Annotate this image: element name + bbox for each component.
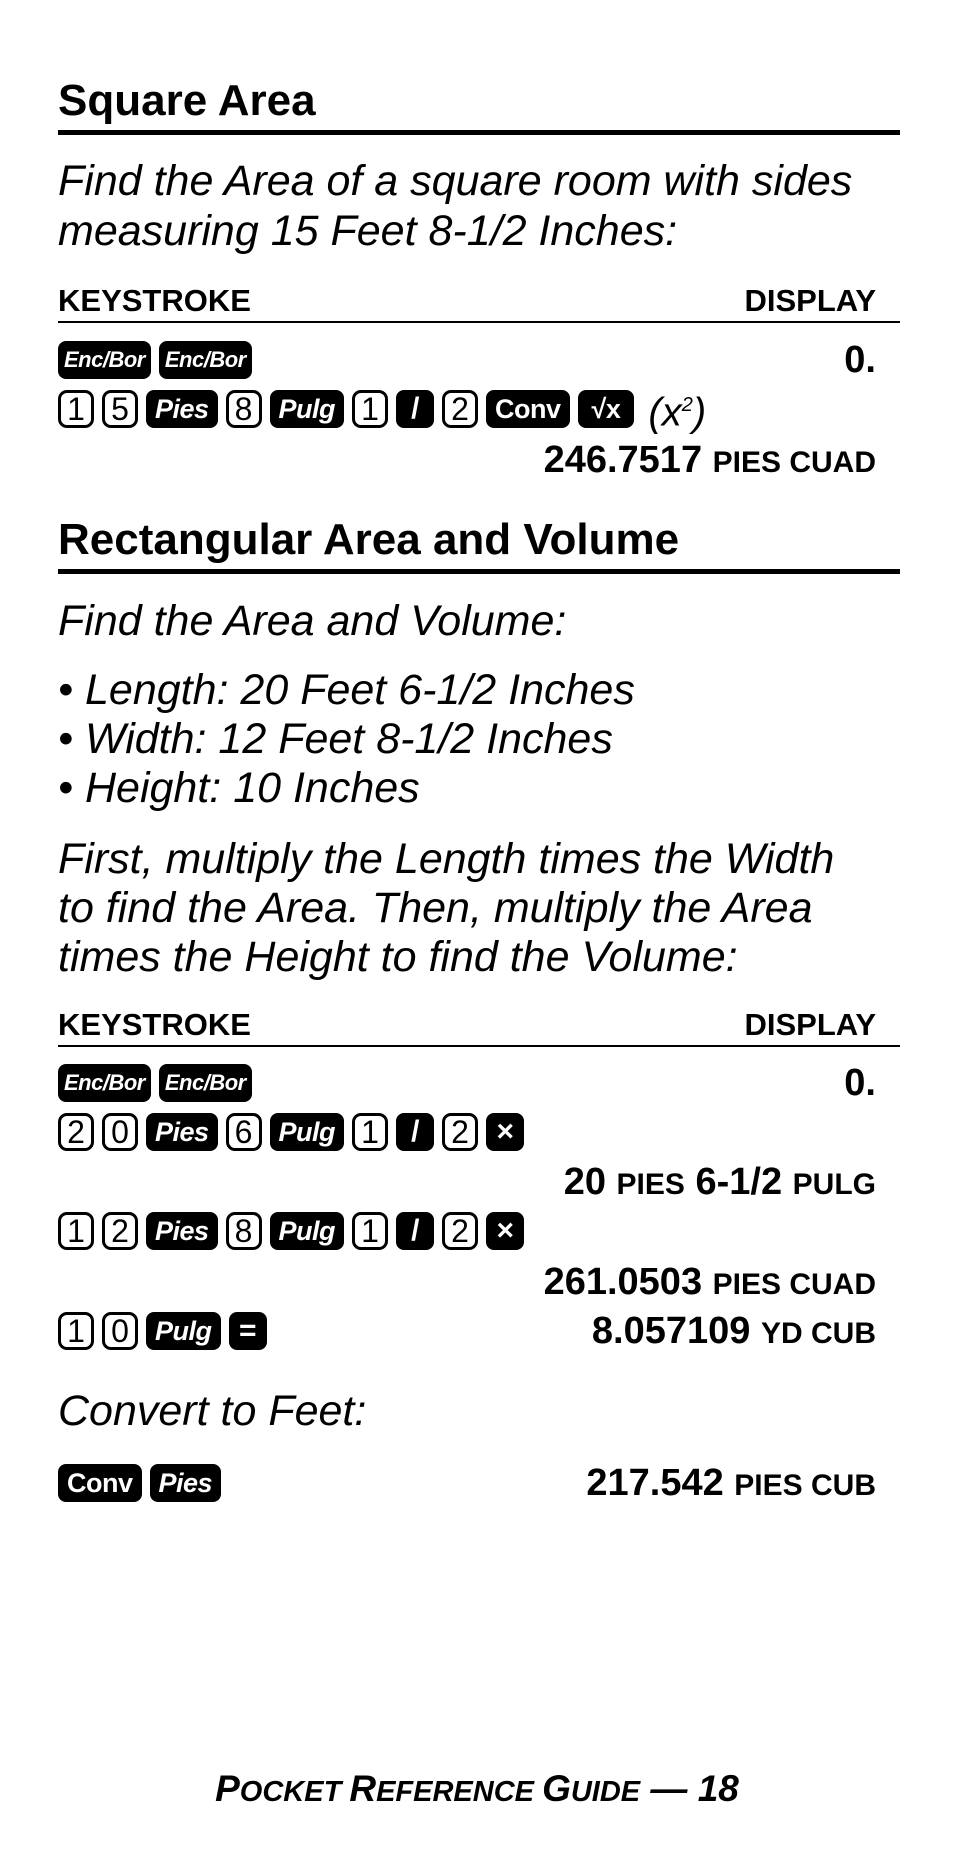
convert-label: Convert to Feet:	[58, 1387, 367, 1435]
keystroke-row	[58, 1307, 900, 1355]
section-title-rectangular: Rectangular Area and Volume	[58, 515, 900, 574]
digit-key[interactable]: 0	[102, 1113, 138, 1151]
multiply-key[interactable]: ×	[486, 1212, 524, 1250]
header-keystroke: KEYSTROKE	[58, 283, 251, 318]
bullet-item: • Height: 10 Inches	[58, 764, 420, 812]
digit-key[interactable]: 2	[442, 1113, 478, 1151]
display-value: 8.057109 YD CUB	[591, 1310, 876, 1352]
enc-bor-key[interactable]: Enc/Bor	[58, 341, 151, 379]
section-title-square-area: Square Area	[58, 76, 900, 135]
paragraph-line: to find the Area. Then, multiply the Area	[58, 884, 813, 932]
display-value: 0.	[844, 1062, 876, 1104]
intro-line: Find the Area of a square room with sides	[58, 157, 853, 205]
conv-key[interactable]: Conv	[486, 390, 570, 428]
display-value: 217.542 PIES CUB	[586, 1462, 876, 1504]
display-row	[58, 1258, 900, 1306]
digit-key[interactable]: 2	[442, 390, 478, 428]
fraction-key[interactable]: /	[396, 390, 434, 428]
enc-bor-key[interactable]: Enc/Bor	[58, 1064, 151, 1102]
header-display: DISPLAY	[744, 1007, 876, 1042]
digit-key[interactable]: 5	[102, 390, 138, 428]
equals-key[interactable]: =	[229, 1312, 267, 1350]
pies-key[interactable]: Pies	[146, 1212, 218, 1250]
intro-line: measuring 15 Feet 8-1/2 Inches:	[58, 207, 678, 255]
display-value: 20 PIES 6-1/2 PULG	[563, 1161, 876, 1203]
keystroke-row	[58, 1108, 900, 1156]
keystroke-row	[58, 336, 900, 384]
sqrt-key[interactable]: √x	[578, 390, 635, 428]
enc-bor-key[interactable]: Enc/Bor	[159, 1064, 252, 1102]
header-display: DISPLAY	[744, 283, 876, 318]
digit-key[interactable]: 1	[58, 390, 94, 428]
conv-key[interactable]: Conv	[58, 1464, 142, 1502]
digit-key[interactable]: 1	[352, 1212, 388, 1250]
paragraph-line: First, multiply the Length times the Width	[58, 835, 835, 883]
x-squared-note: $(x^2)$	[648, 390, 707, 435]
pulg-key[interactable]: Pulg	[270, 1212, 345, 1250]
table-header	[58, 1007, 900, 1047]
paragraph-line: times the Height to find the Volume:	[58, 933, 738, 981]
digit-key[interactable]: 1	[352, 390, 388, 428]
page-footer: POCKET REFERENCE GUIDE — 18	[215, 1768, 739, 1809]
digit-key[interactable]: 8	[226, 1212, 262, 1250]
pulg-key[interactable]: Pulg	[270, 390, 345, 428]
pies-key[interactable]: Pies	[150, 1464, 222, 1502]
display-row	[58, 436, 900, 484]
pies-key[interactable]: Pies	[146, 390, 218, 428]
bullet-item: • Length: 20 Feet 6-1/2 Inches	[58, 666, 635, 714]
digit-key[interactable]: 8	[226, 390, 262, 428]
digit-key[interactable]: 6	[226, 1113, 262, 1151]
digit-key[interactable]: 1	[352, 1113, 388, 1151]
enc-bor-key[interactable]: Enc/Bor	[159, 341, 252, 379]
keystroke-row	[58, 385, 900, 433]
intro-line: Find the Area and Volume:	[58, 597, 567, 645]
keystroke-row	[58, 1459, 900, 1507]
bullet-item: • Width: 12 Feet 8-1/2 Inches	[58, 715, 613, 763]
pulg-key[interactable]: Pulg	[270, 1113, 345, 1151]
header-keystroke: KEYSTROKE	[58, 1007, 251, 1042]
pies-key[interactable]: Pies	[146, 1113, 218, 1151]
table-header	[58, 283, 900, 323]
display-row	[58, 1158, 900, 1206]
display-value: 261.0503 PIES CUAD	[543, 1261, 876, 1303]
digit-key[interactable]: 2	[442, 1212, 478, 1250]
digit-key[interactable]: 2	[102, 1212, 138, 1250]
digit-key[interactable]: 1	[58, 1312, 94, 1350]
digit-key[interactable]: 2	[58, 1113, 94, 1151]
keystroke-row	[58, 1059, 900, 1107]
keystroke-row	[58, 1207, 900, 1255]
digit-key[interactable]: 0	[102, 1312, 138, 1350]
display-value: 0.	[844, 339, 876, 381]
fraction-key[interactable]: /	[396, 1113, 434, 1151]
pulg-key[interactable]: Pulg	[146, 1312, 221, 1350]
fraction-key[interactable]: /	[396, 1212, 434, 1250]
digit-key[interactable]: 1	[58, 1212, 94, 1250]
display-value: 246.7517 PIES CUAD	[543, 439, 876, 481]
multiply-key[interactable]: ×	[486, 1113, 524, 1151]
